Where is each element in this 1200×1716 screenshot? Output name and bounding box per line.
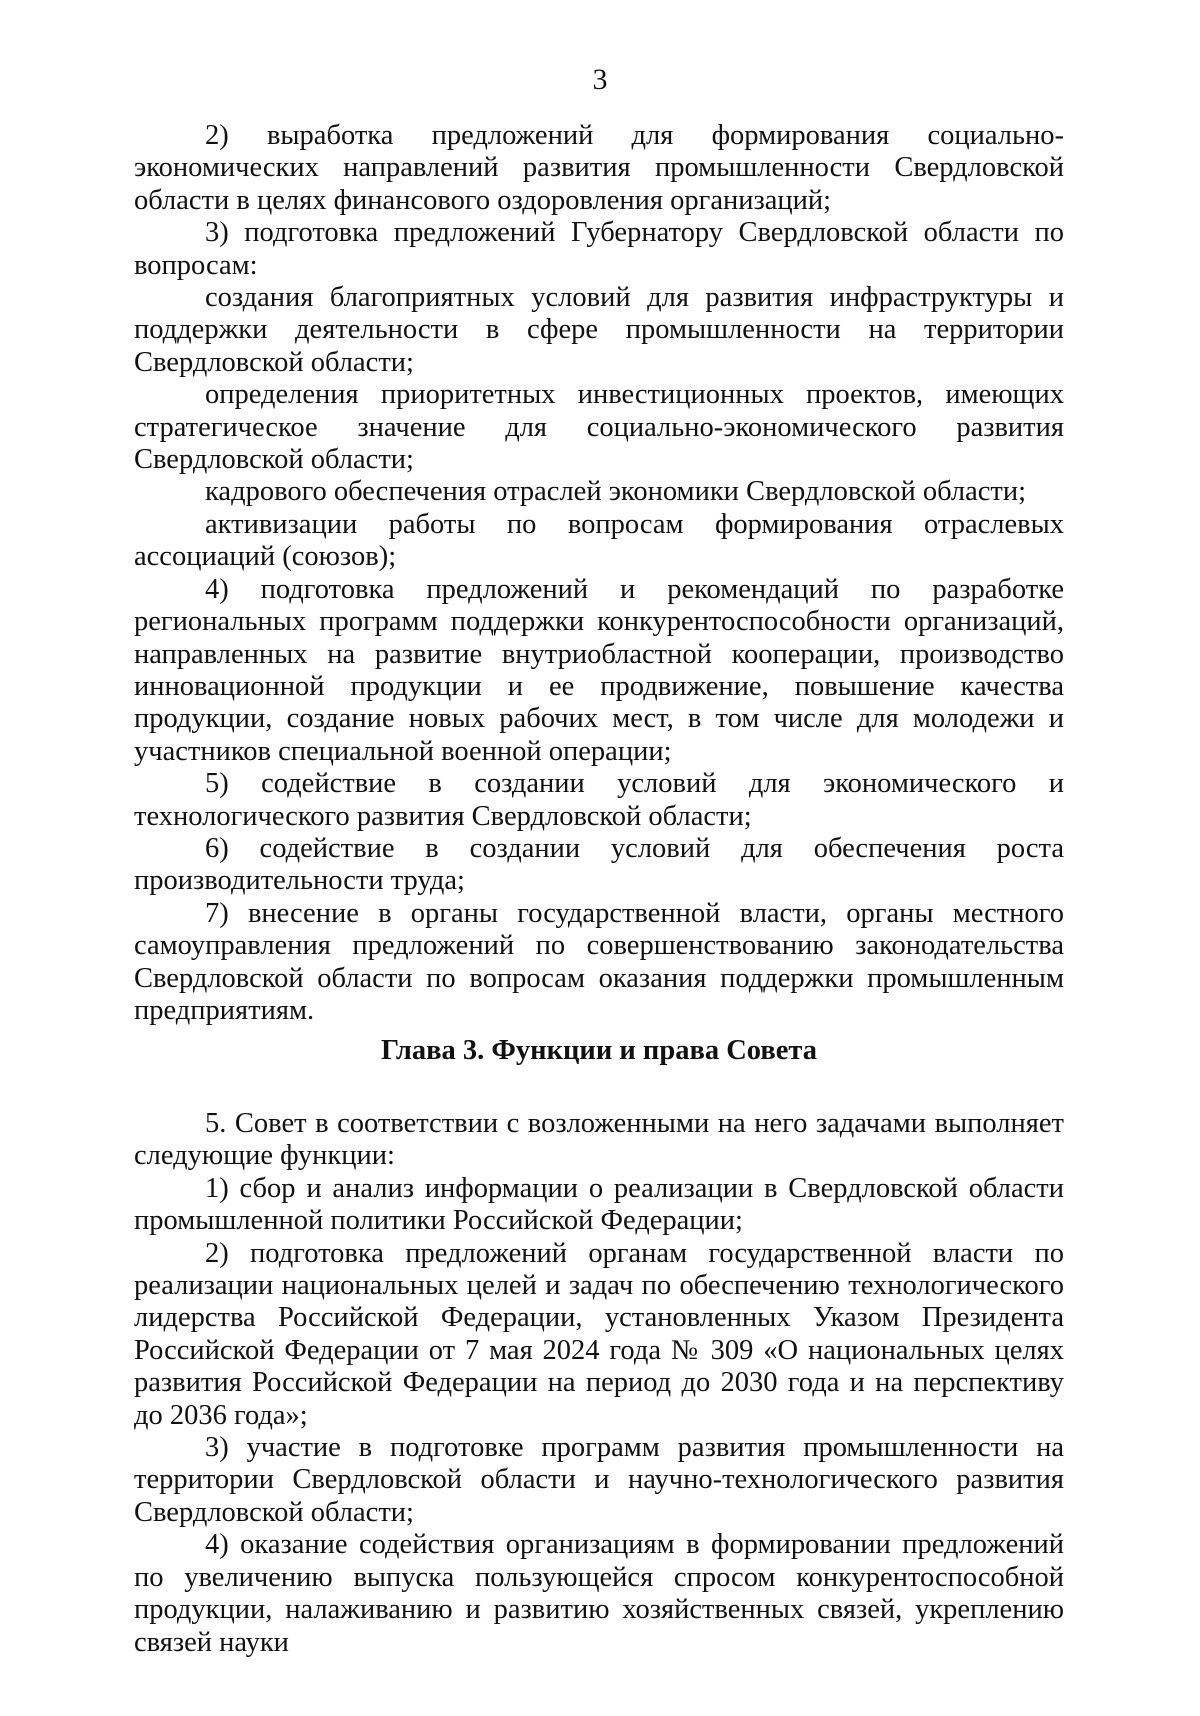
paragraph: 4) оказание содействия организациям в формировании предложений по увеличению выпуска пользующейся спросом конкурентоспособной продукции, налаживанию и развитию хозяйственных связей, укреплению связей науки [134, 1529, 1064, 1658]
paragraph: 1) сбор и анализ информации о реализации в Свердловской области промышленной политики Российской Федерации; [134, 1172, 1064, 1237]
paragraph: 5) содействие в создании условий для экономического и технологического развития Свердловской области; [134, 768, 1064, 832]
paragraph: 4) подготовка предложений и рекомендаций по разработке региональных программ поддержки конкурентоспособности организаций, направленных на развитие внутриобластной кооперации, производство инновационной продукции и ее продвижение, повышение качества продукции, создание новых рабочих мест, в том числе для молодежи и участников специальной военной операции; [134, 573, 1064, 767]
paragraph: 2) выработка предложений для формирования социально-экономических направлений развития промышленности Свердловской области в целях финансового оздоровления организаций; [134, 120, 1064, 216]
section-tasks-continued [134, 120, 1064, 1027]
paragraph: 3) участие в подготовке программ развития промышленности на территории Свердловской области и научно-технологического развития Свердловской области; [134, 1432, 1064, 1528]
paragraph: 2) подготовка предложений органам государственной власти по реализации национальных целей и задач по обеспечению технологического лидерства Российской Федерации, установленных Указом Президента Российской Федерации от 7 мая 2024 года № 309 «О национальных целях развития Российской Федерации на период до 2030 года и на перспективу до 2036 года»; [134, 1237, 1064, 1431]
paragraph: 5. Совет в соответствии с возложенными на него задачами выполняет следующие функции: [134, 1108, 1064, 1172]
paragraph: определения приоритетных инвестиционных проектов, имеющих стратегическое значение для социально-экономического развития Свердловской области; [134, 379, 1064, 476]
section-functions [134, 1108, 1064, 1659]
page-number: 3 [592, 63, 608, 96]
paragraph: активизации работы по вопросам формирования отраслевых ассоциаций (союзов); [134, 508, 1064, 573]
paragraph: 6) содействие в создании условий для обеспечения роста производительности труда; [134, 832, 1064, 897]
paragraph: 7) внесение в органы государственной власти, органы местного самоуправления предложений по совершенствованию законодательства Свердловской области по вопросам оказания поддержки промышленным предприятиям. [134, 897, 1064, 1026]
paragraph: 3) подготовка предложений Губернатору Свердловской области по вопросам: [134, 217, 1064, 281]
paragraph: создания благоприятных условий для развития инфраструктуры и поддержки деятельности в сфере промышленности на территории Свердловской области; [134, 282, 1064, 378]
chapter-heading: Глава 3. Функции и права Совета [381, 1035, 817, 1066]
paragraph: кадрового обеспечения отраслей экономики Свердловской области; [205, 476, 1027, 508]
